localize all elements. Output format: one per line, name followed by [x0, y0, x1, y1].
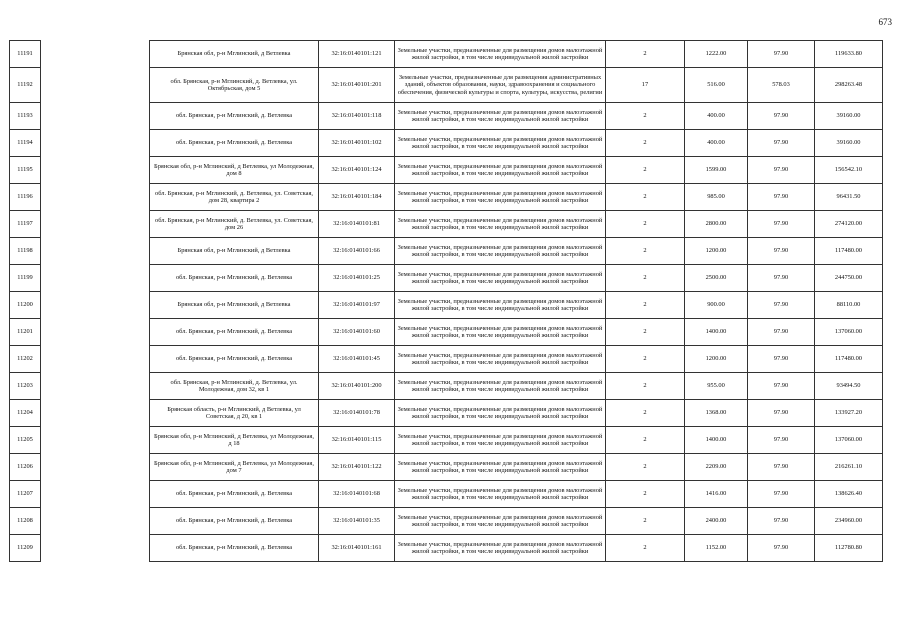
specific-value-cell: 97.90 — [748, 184, 815, 211]
cadastral-value-cell: 93494.50 — [815, 373, 883, 400]
land-use-cell: Земельные участки, предназначенные для размещения домов малоэтажной жилой застройки, в том числе индивидуальной жилой застройки — [395, 265, 606, 292]
table-row — [10, 454, 883, 481]
cadastral-number-cell: 32:16:0140101:66 — [319, 238, 395, 265]
cadastral-number-cell: 32:16:0140101:124 — [319, 157, 395, 184]
table-row — [10, 68, 883, 103]
address-cell: Брянская обл, р-н Мглинский, д Ветлевка, ул Молодежная, д 18 — [150, 427, 319, 454]
land-use-cell: Земельные участки, предназначенные для размещения домов малоэтажной жилой застройки, в том числе индивидуальной жилой застройки — [395, 481, 606, 508]
table-row — [10, 319, 883, 346]
row-number-cell: 11204 — [10, 400, 41, 427]
land-use-cell: Земельные участки, предназначенные для размещения домов малоэтажной жилой застройки, в том числе индивидуальной жилой застройки — [395, 157, 606, 184]
cadastral-value-cell: 298263.48 — [815, 68, 883, 103]
cadastral-number-cell: 32:16:0140101:161 — [319, 535, 395, 562]
use-group-code-cell: 2 — [606, 535, 685, 562]
row-number-cell: 11201 — [10, 319, 41, 346]
land-use-cell: Земельные участки, предназначенные для размещения административных зданий, объектов образования, науки, здравоохранения и социального обеспечения, физической культуры и спорта, культуры, искусства, религии — [395, 68, 606, 103]
cadastral-number-cell: 32:16:0140101:184 — [319, 184, 395, 211]
use-group-code-cell: 2 — [606, 292, 685, 319]
cadastral-value-cell: 137060.00 — [815, 319, 883, 346]
use-group-code-cell: 2 — [606, 454, 685, 481]
land-use-cell: Земельные участки, предназначенные для размещения домов малоэтажной жилой застройки, в том числе индивидуальной жилой застройки — [395, 211, 606, 238]
specific-value-cell: 97.90 — [748, 508, 815, 535]
land-use-cell: Земельные участки, предназначенные для размещения домов малоэтажной жилой застройки, в том числе индивидуальной жилой застройки — [395, 400, 606, 427]
area-cell: 2800.00 — [685, 211, 748, 238]
spacer-cell — [41, 427, 150, 454]
spacer-cell — [41, 238, 150, 265]
area-cell: 1416.00 — [685, 481, 748, 508]
address-cell: Брянская обл, р-н Мглинский, д Ветлевка, ул Молодежная, дом 7 — [150, 454, 319, 481]
area-cell: 1200.00 — [685, 346, 748, 373]
row-number-cell: 11205 — [10, 427, 41, 454]
spacer-cell — [41, 400, 150, 427]
use-group-code-cell: 2 — [606, 373, 685, 400]
row-number-cell: 11209 — [10, 535, 41, 562]
address-cell: обл. Брянская, р-н Мглинский, д. Ветлевка — [150, 319, 319, 346]
use-group-code-cell: 2 — [606, 41, 685, 68]
table-row — [10, 130, 883, 157]
area-cell: 1368.00 — [685, 400, 748, 427]
area-cell: 985.00 — [685, 184, 748, 211]
area-cell: 1400.00 — [685, 427, 748, 454]
land-use-cell: Земельные участки, предназначенные для размещения домов малоэтажной жилой застройки, в том числе индивидуальной жилой застройки — [395, 373, 606, 400]
row-number-cell: 11197 — [10, 211, 41, 238]
use-group-code-cell: 2 — [606, 157, 685, 184]
table-row — [10, 103, 883, 130]
specific-value-cell: 97.90 — [748, 211, 815, 238]
cadastral-value-cell: 39160.00 — [815, 103, 883, 130]
area-cell: 516.00 — [685, 68, 748, 103]
table-body — [10, 41, 883, 562]
table-row — [10, 400, 883, 427]
cadastral-number-cell: 32:16:0140101:102 — [319, 130, 395, 157]
specific-value-cell: 97.90 — [748, 238, 815, 265]
row-number-cell: 11192 — [10, 68, 41, 103]
area-cell: 400.00 — [685, 103, 748, 130]
cadastral-number-cell: 32:16:0140101:121 — [319, 41, 395, 68]
address-cell: Брянская обл, р-н Мглинский, д Ветлевка — [150, 41, 319, 68]
address-cell: обл. Брянская, р-н Мглинский, д. Ветлевка — [150, 508, 319, 535]
cadastral-number-cell: 32:16:0140101:81 — [319, 211, 395, 238]
address-cell: обл. Брянская, р-н Мглинский, д. Ветлевка — [150, 535, 319, 562]
cadastral-value-cell: 117480.00 — [815, 346, 883, 373]
cadastral-number-cell: 32:16:0140101:35 — [319, 508, 395, 535]
cadastral-value-cell: 88110.00 — [815, 292, 883, 319]
row-number-cell: 11199 — [10, 265, 41, 292]
specific-value-cell: 97.90 — [748, 292, 815, 319]
area-cell: 2400.00 — [685, 508, 748, 535]
table-row — [10, 535, 883, 562]
cadastral-value-table — [9, 40, 883, 562]
use-group-code-cell: 2 — [606, 103, 685, 130]
row-number-cell: 11193 — [10, 103, 41, 130]
specific-value-cell: 97.90 — [748, 103, 815, 130]
table-row — [10, 427, 883, 454]
use-group-code-cell: 2 — [606, 211, 685, 238]
land-use-cell: Земельные участки, предназначенные для размещения домов малоэтажной жилой застройки, в том числе индивидуальной жилой застройки — [395, 41, 606, 68]
cadastral-value-cell: 138626.40 — [815, 481, 883, 508]
address-cell: Брянская область, р-н Мглинский, д Ветлевка, ул Советская, д 20, кв 1 — [150, 400, 319, 427]
use-group-code-cell: 2 — [606, 130, 685, 157]
cadastral-number-cell: 32:16:0140101:60 — [319, 319, 395, 346]
area-cell: 900.00 — [685, 292, 748, 319]
land-use-cell: Земельные участки, предназначенные для размещения домов малоэтажной жилой застройки, в том числе индивидуальной жилой застройки — [395, 454, 606, 481]
land-use-cell: Земельные участки, предназначенные для размещения домов малоэтажной жилой застройки, в том числе индивидуальной жилой застройки — [395, 103, 606, 130]
cadastral-value-cell: 112780.80 — [815, 535, 883, 562]
cadastral-number-cell: 32:16:0140101:68 — [319, 481, 395, 508]
spacer-cell — [41, 535, 150, 562]
row-number-cell: 11195 — [10, 157, 41, 184]
address-cell: обл. Брянская, р-н Мглинский, д. Ветлевка — [150, 346, 319, 373]
cadastral-number-cell: 32:16:0140101:115 — [319, 427, 395, 454]
land-use-cell: Земельные участки, предназначенные для размещения домов малоэтажной жилой застройки, в том числе индивидуальной жилой застройки — [395, 319, 606, 346]
use-group-code-cell: 2 — [606, 184, 685, 211]
use-group-code-cell: 2 — [606, 238, 685, 265]
cadastral-value-cell: 137060.00 — [815, 427, 883, 454]
table-row — [10, 481, 883, 508]
land-use-cell: Земельные участки, предназначенные для размещения домов малоэтажной жилой застройки, в том числе индивидуальной жилой застройки — [395, 427, 606, 454]
table-row — [10, 508, 883, 535]
cadastral-value-cell: 234960.00 — [815, 508, 883, 535]
table-row — [10, 184, 883, 211]
specific-value-cell: 578.03 — [748, 68, 815, 103]
spacer-cell — [41, 346, 150, 373]
specific-value-cell: 97.90 — [748, 265, 815, 292]
cadastral-number-cell: 32:16:0140101:97 — [319, 292, 395, 319]
spacer-cell — [41, 292, 150, 319]
use-group-code-cell: 2 — [606, 508, 685, 535]
specific-value-cell: 97.90 — [748, 157, 815, 184]
row-number-cell: 11207 — [10, 481, 41, 508]
specific-value-cell: 97.90 — [748, 373, 815, 400]
table-row — [10, 211, 883, 238]
row-number-cell: 11194 — [10, 130, 41, 157]
row-number-cell: 11202 — [10, 346, 41, 373]
area-cell: 1200.00 — [685, 238, 748, 265]
address-cell: обл. Брянская, р-н Мглинский, д. Ветлевка, ул. Молодежная, дом 32, кв 1 — [150, 373, 319, 400]
use-group-code-cell: 2 — [606, 427, 685, 454]
cadastral-value-cell: 274120.00 — [815, 211, 883, 238]
area-cell: 400.00 — [685, 130, 748, 157]
table-row — [10, 157, 883, 184]
cadastral-number-cell: 32:16:0140101:45 — [319, 346, 395, 373]
address-cell: обл. Брянская, р-н Мглинский, д. Ветлевка — [150, 103, 319, 130]
land-use-cell: Земельные участки, предназначенные для размещения домов малоэтажной жилой застройки, в том числе индивидуальной жилой застройки — [395, 346, 606, 373]
spacer-cell — [41, 68, 150, 103]
table-row — [10, 41, 883, 68]
cadastral-number-cell: 32:16:0140101:201 — [319, 68, 395, 103]
land-use-cell: Земельные участки, предназначенные для размещения домов малоэтажной жилой застройки, в том числе индивидуальной жилой застройки — [395, 130, 606, 157]
address-cell: обл. Брянская, р-н Мглинский, д. Ветлевка, ул. Советская, дом 28, квартира 2 — [150, 184, 319, 211]
land-use-cell: Земельные участки, предназначенные для размещения домов малоэтажной жилой застройки, в том числе индивидуальной жилой застройки — [395, 535, 606, 562]
cadastral-value-cell: 39160.00 — [815, 130, 883, 157]
spacer-cell — [41, 211, 150, 238]
spacer-cell — [41, 41, 150, 68]
use-group-code-cell: 2 — [606, 346, 685, 373]
row-number-cell: 11198 — [10, 238, 41, 265]
specific-value-cell: 97.90 — [748, 41, 815, 68]
row-number-cell: 11200 — [10, 292, 41, 319]
row-number-cell: 11206 — [10, 454, 41, 481]
area-cell: 1222.00 — [685, 41, 748, 68]
table-row — [10, 373, 883, 400]
spacer-cell — [41, 319, 150, 346]
area-cell: 955.00 — [685, 373, 748, 400]
cadastral-value-cell: 244750.00 — [815, 265, 883, 292]
table-row — [10, 346, 883, 373]
table-row — [10, 238, 883, 265]
spacer-cell — [41, 130, 150, 157]
row-number-cell: 11208 — [10, 508, 41, 535]
table-row — [10, 292, 883, 319]
use-group-code-cell: 17 — [606, 68, 685, 103]
specific-value-cell: 97.90 — [748, 400, 815, 427]
row-number-cell: 11191 — [10, 41, 41, 68]
address-cell: обл. Брянская, р-н Мглинский, д. Ветлевка — [150, 130, 319, 157]
specific-value-cell: 97.90 — [748, 130, 815, 157]
land-use-cell: Земельные участки, предназначенные для размещения домов малоэтажной жилой застройки, в том числе индивидуальной жилой застройки — [395, 292, 606, 319]
use-group-code-cell: 2 — [606, 319, 685, 346]
area-cell: 1400.00 — [685, 319, 748, 346]
spacer-cell — [41, 373, 150, 400]
spacer-cell — [41, 508, 150, 535]
cadastral-value-cell: 133927.20 — [815, 400, 883, 427]
cadastral-value-cell: 96431.50 — [815, 184, 883, 211]
spacer-cell — [41, 157, 150, 184]
address-cell: Брянская обл, р-н Мглинский, д Ветлевка — [150, 238, 319, 265]
spacer-cell — [41, 184, 150, 211]
area-cell: 1152.00 — [685, 535, 748, 562]
specific-value-cell: 97.90 — [748, 535, 815, 562]
address-cell: обл. Брянская, р-н Мглинский, д. Ветлевка, ул. Октябрьская, дом 5 — [150, 68, 319, 103]
address-cell: Брянская обл, р-н Мглинский, д Ветлевка, ул Молодежная, дом 8 — [150, 157, 319, 184]
specific-value-cell: 97.90 — [748, 454, 815, 481]
address-cell: обл. Брянская, р-н Мглинский, д. Ветлевка — [150, 265, 319, 292]
spacer-cell — [41, 454, 150, 481]
page-number: 673 — [878, 17, 892, 27]
land-use-cell: Земельные участки, предназначенные для размещения домов малоэтажной жилой застройки, в том числе индивидуальной жилой застройки — [395, 184, 606, 211]
specific-value-cell: 97.90 — [748, 319, 815, 346]
spacer-cell — [41, 265, 150, 292]
cadastral-number-cell: 32:16:0140101:200 — [319, 373, 395, 400]
specific-value-cell: 97.90 — [748, 346, 815, 373]
table-row — [10, 265, 883, 292]
use-group-code-cell: 2 — [606, 481, 685, 508]
area-cell: 2500.00 — [685, 265, 748, 292]
spacer-cell — [41, 103, 150, 130]
specific-value-cell: 97.90 — [748, 481, 815, 508]
row-number-cell: 11196 — [10, 184, 41, 211]
use-group-code-cell: 2 — [606, 265, 685, 292]
cadastral-value-cell: 156542.10 — [815, 157, 883, 184]
area-cell: 2209.00 — [685, 454, 748, 481]
address-cell: обл. Брянская, р-н Мглинский, д. Ветлевка — [150, 481, 319, 508]
land-use-cell: Земельные участки, предназначенные для размещения домов малоэтажной жилой застройки, в том числе индивидуальной жилой застройки — [395, 238, 606, 265]
use-group-code-cell: 2 — [606, 400, 685, 427]
cadastral-number-cell: 32:16:0140101:118 — [319, 103, 395, 130]
cadastral-number-cell: 32:16:0140101:25 — [319, 265, 395, 292]
specific-value-cell: 97.90 — [748, 427, 815, 454]
cadastral-number-cell: 32:16:0140101:78 — [319, 400, 395, 427]
land-use-cell: Земельные участки, предназначенные для размещения домов малоэтажной жилой застройки, в том числе индивидуальной жилой застройки — [395, 508, 606, 535]
area-cell: 1599.00 — [685, 157, 748, 184]
address-cell: Брянская обл, р-н Мглинский, д Ветлевка — [150, 292, 319, 319]
cadastral-number-cell: 32:16:0140101:122 — [319, 454, 395, 481]
spacer-cell — [41, 481, 150, 508]
address-cell: обл. Брянская, р-н Мглинский, д. Ветлевка, ул. Советская, дом 26 — [150, 211, 319, 238]
cadastral-value-cell: 119633.80 — [815, 41, 883, 68]
cadastral-value-cell: 117480.00 — [815, 238, 883, 265]
row-number-cell: 11203 — [10, 373, 41, 400]
cadastral-value-cell: 216261.10 — [815, 454, 883, 481]
